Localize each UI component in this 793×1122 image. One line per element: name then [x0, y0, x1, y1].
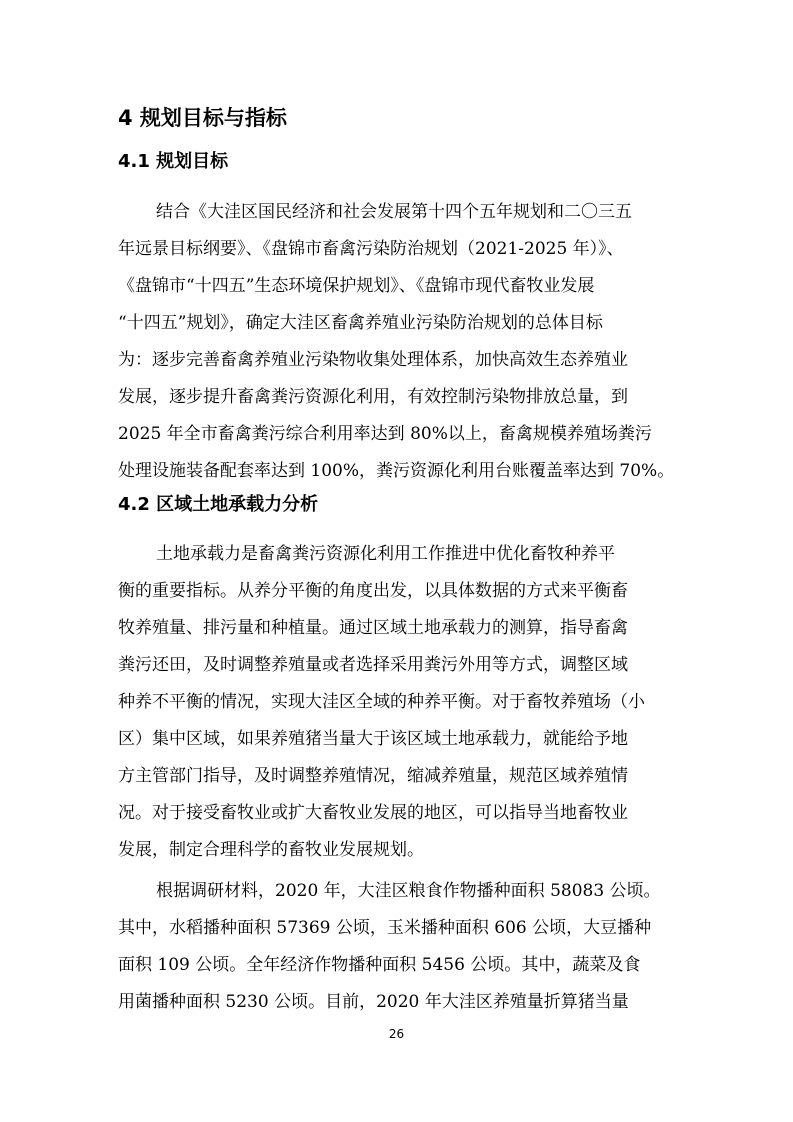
paragraph-line: 《盘锦市“十四五”生态环境保护规划》、《盘锦市现代畜牧业发展 [118, 276, 595, 296]
paragraph-line: 处理设施装备配套率达到 100%，粪污资源化利用台账覆盖率达到 70%。 [118, 461, 675, 481]
page-number: 26 [388, 1027, 405, 1041]
paragraph-line: 区）集中区域，如果养殖猪当量大于该区域土地承载力，就能给予地 [118, 729, 628, 749]
section-heading-planning-goals: 4.1 规划目标 [118, 151, 229, 172]
paragraph-line: 年远景目标纲要》、《盘锦市畜禽污染防治规划（2021-2025 年）》、 [118, 239, 624, 259]
paragraph-survey-data [118, 873, 678, 1021]
paragraph-line: 根据调研材料，2020 年，大洼区粮食作物播种面积 58083 公顷。 [156, 881, 661, 901]
paragraph-line: 其中，水稻播种面积 57369 公顷，玉米播种面积 606 公顷，大豆播种 [118, 918, 652, 938]
paragraph-line: 衡的重要指标。从养分平衡的角度出发，以具体数据的方式来平衡畜 [118, 581, 628, 601]
paragraph-line: 牧养殖量、排污量和种植量。通过区域土地承载力的测算，指导畜禽 [118, 618, 628, 638]
paragraph-line: 发展，逐步提升畜禽粪污资源化利用，有效控制污染物排放总量，到 [118, 387, 628, 407]
chapter-heading: 4 规划目标与指标 [118, 106, 287, 130]
paragraph-line: 方主管部门指导，及时调整养殖情况，缩减养殖量，规范区域养殖情 [118, 766, 628, 786]
paragraph-line: 种养不平衡的情况，实现大洼区全域的种养平衡。对于畜牧养殖场（小 [118, 692, 645, 712]
paragraph-line: 况。对于接受畜牧业或扩大畜牧业发展的地区，可以指导当地畜牧业 [118, 803, 628, 823]
paragraph-line: 2025 年全市畜禽粪污综合利用率达到 80%以上，畜禽规模养殖场粪污 [118, 424, 652, 444]
paragraph-line: 发展，制定合理科学的畜牧业发展规划。 [118, 840, 424, 860]
paragraph-line: 结合《大洼区国民经济和社会发展第十四个五年规划和二〇三五 [156, 202, 632, 222]
paragraph-line: 面积 109 公顷。全年经济作物播种面积 5456 公顷。其中，蔬菜及食 [118, 955, 641, 975]
paragraph-line: 粪污还田，及时调整养殖量或者选择采用粪污外用等方式，调整区域 [118, 655, 628, 675]
section-heading-land-capacity: 4.2 区域土地承载力分析 [118, 494, 319, 515]
paragraph-planning-goals [118, 194, 678, 490]
paragraph-line: 用菌播种面积 5230 公顷。目前，2020 年大洼区养殖量折算猪当量 [118, 992, 629, 1012]
paragraph-line: 为：逐步完善畜禽养殖业污染物收集处理体系，加快高效生态养殖业 [118, 350, 628, 370]
paragraph-line: 土地承载力是畜禽粪污资源化利用工作推进中优化畜牧种养平 [156, 544, 615, 564]
paragraph-land-capacity [118, 536, 678, 869]
paragraph-line: “十四五”规划》，确定大洼区畜禽养殖业污染防治规划的总体目标 [118, 313, 603, 333]
